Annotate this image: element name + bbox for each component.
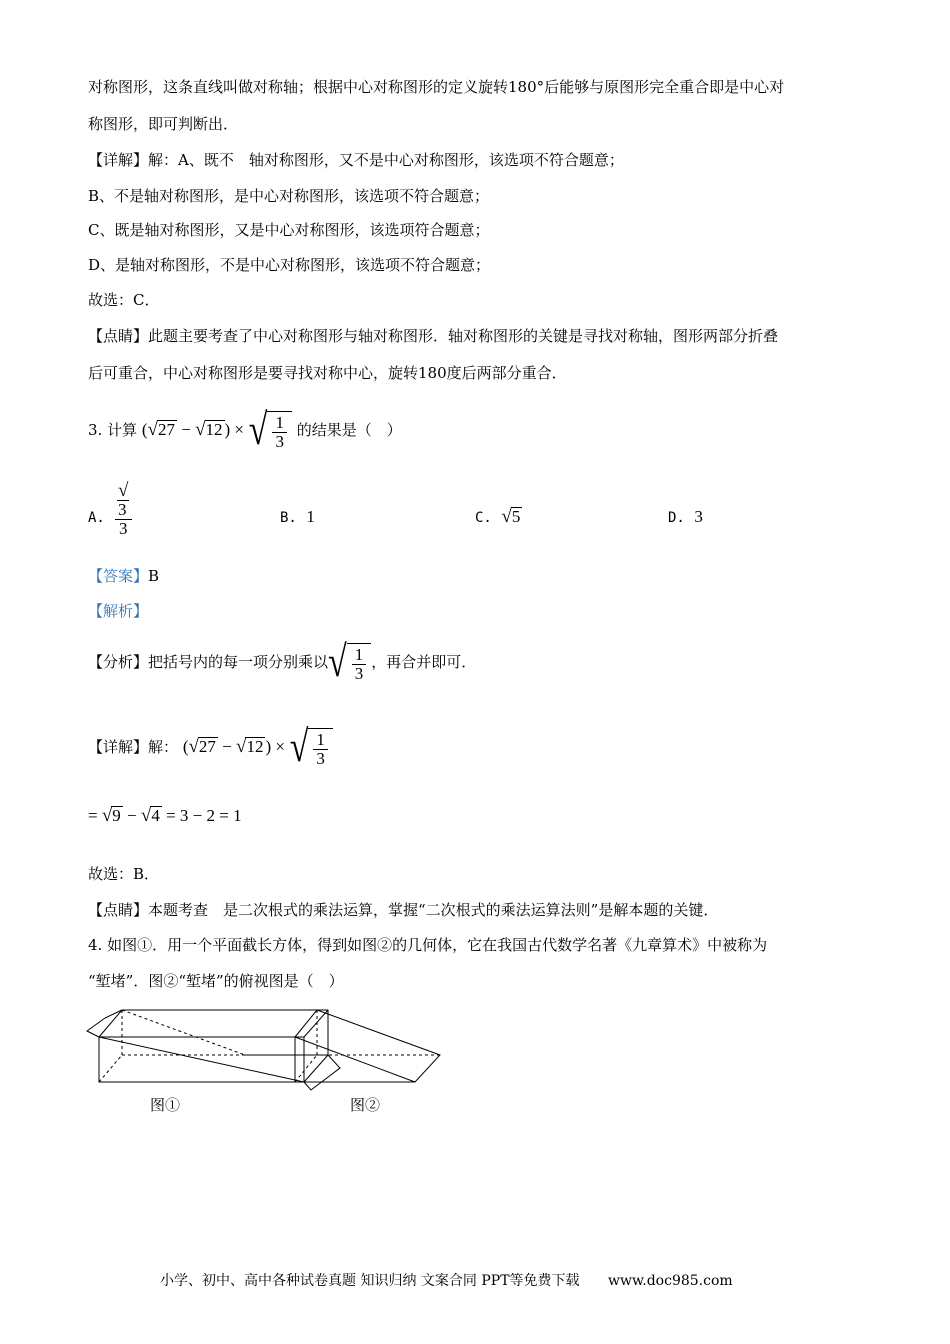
result-line: = √9 − √4 = 3 − 2 = 1	[88, 805, 242, 826]
text-line: 【点睛】此题主要考查了中心对称图形与轴对称图形．轴对称图形的关键是寻找对称轴，图形两部分折叠	[88, 327, 779, 345]
text-line: 【详解】解：A、既不 轴对称图形，又不是中心对称图形，该选项不符合题意；	[88, 151, 624, 169]
analysis-tag: 【解析】	[88, 602, 149, 620]
solution-line: 【详解】解： (√27 − √12 ) × √ $\frac{1}{3}$	[88, 727, 333, 769]
text-line: 后可重合，中心对称图形是要寻找对称中心，旋转180度后两部分重合．	[88, 364, 567, 382]
text-line: 称图形，即可判断出．	[88, 115, 239, 133]
text-line: D、是轴对称图形，不是中心对称图形，该选项不符合题意；	[88, 256, 491, 274]
geometry-figures	[85, 1000, 465, 1100]
footer	[160, 1270, 733, 1290]
text-line: “堑堵”．图②“堑堵”的俯视图是（ ）	[88, 972, 344, 990]
text-line: 【点睛】本题考查 是二次根式的乘法运算，掌握“二次根式的乘法运算法则”是解本题的关键．	[88, 901, 719, 919]
expression: (√27 − √12 ) ×	[141, 419, 245, 440]
text-line: B、不是轴对称图形，是中心对称图形，该选项不符合题意；	[88, 187, 490, 205]
option-b: B. 1	[280, 507, 315, 526]
question-4: 4. 如图①．用一个平面截长方体，得到如图②的几何体，它在我国古代数学名著《九章算术》中被称为	[88, 936, 768, 954]
option-c: C. √5	[475, 506, 521, 527]
section-tag: 【点睛】	[88, 327, 149, 345]
text-line: C、既是轴对称图形，又是中心对称图形，该选项符合题意；	[88, 221, 490, 239]
question-3: 3. 计算 (√27 − √12 ) × √ $\frac{1}{3}$ 的结果是（ ）	[88, 406, 402, 455]
answer-line: 【答案】B	[88, 567, 160, 585]
figure-2-caption: 图②	[350, 1096, 381, 1114]
section-tag: 【详解】	[88, 151, 149, 169]
option-d: D. 3	[668, 507, 703, 526]
footer-url[interactable]: www.doc985.com	[607, 1273, 733, 1289]
text-line: 故选：B．	[88, 865, 160, 883]
figure-1-caption: 图①	[150, 1096, 181, 1114]
sqrt-fraction: √ $\frac{1}{3}$	[249, 411, 292, 452]
text-line: 对称图形，这条直线叫做对称轴；根据中心对称图形的定义旋转180°后能够与原图形完全重合即是中心对	[88, 78, 785, 96]
analysis-line: 【分析】把括号内的每一项分别乘以 √ $\frac{1}{3}$ ，再合并即可．	[88, 638, 477, 687]
footer-text: 小学、初中、高中各种试卷真题 知识归纳 文案合同 PPT等免费下载	[160, 1273, 580, 1289]
text-line: 故选：C．	[88, 291, 160, 309]
